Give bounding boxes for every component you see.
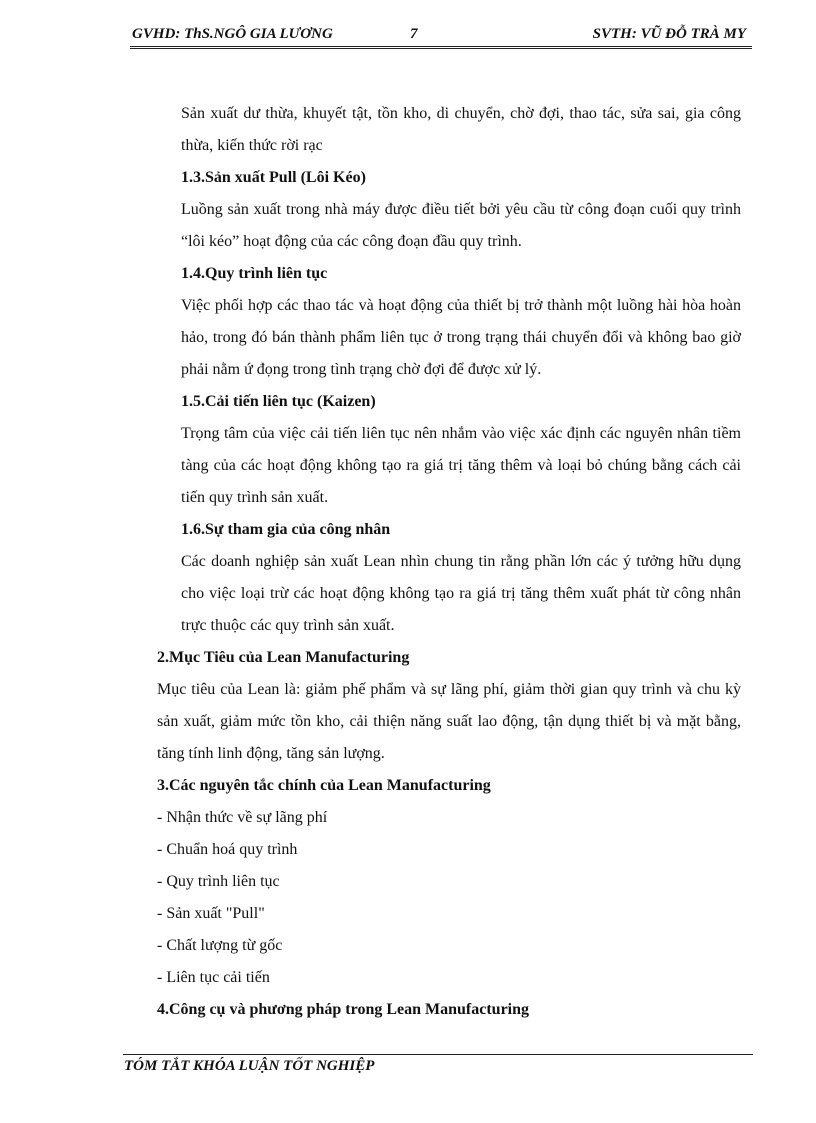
list-item: - Liên tục cải tiến	[157, 969, 270, 986]
header-student: SVTH: VŨ ĐỖ TRÀ MY	[592, 26, 746, 42]
paragraph-1-5: Trọng tâm của việc cải tiến liên tục nên nhắm vào việc xác định các nguyên nhân tiềm tàng của các hoạt động không tạo ra giá trị tăng thêm và loại bỏ chúng bằng cách cải tiến quy trình sản xuất.	[181, 425, 741, 506]
heading-3: 3.Các nguyên tắc chính của Lean Manufacturing	[157, 777, 491, 794]
heading-4: 4.Công cụ và phương pháp trong Lean Manufacturing	[157, 1001, 530, 1018]
intro-paragraph: Sản xuất dư thừa, khuyết tật, tồn kho, di chuyển, chờ đợi, thao tác, sửa sai, gia công thừa, kiến thức rời rạc	[181, 105, 741, 154]
list-item: - Nhận thức về sự lãng phí	[157, 809, 328, 826]
page-number: 7	[410, 26, 418, 42]
page-content	[157, 98, 741, 1026]
list-item: - Chuẩn hoá quy trình	[157, 841, 298, 858]
paragraph-1-3: Luồng sản xuất trong nhà máy được điều tiết bởi yêu cầu từ công đoạn cuối quy trình “lôi kéo” hoạt động của các công đoạn đầu quy trình.	[181, 201, 741, 250]
heading-2: 2.Mục Tiêu của Lean Manufacturing	[157, 649, 410, 666]
header-rule	[130, 46, 752, 47]
list-item: - Chất lượng từ gốc	[157, 937, 283, 954]
heading-1-6: 1.6.Sự tham gia của công nhân	[181, 521, 391, 538]
paragraph-1-6: Các doanh nghiệp sản xuất Lean nhìn chung tin rằng phần lớn các ý tưởng hữu dụng cho việc loại trừ các hoạt động không tạo ra giá trị tăng thêm xuất phát từ công nhân trực thuộc các quy trình sản xuất.	[181, 553, 741, 634]
heading-1-3: 1.3.Sản xuất Pull (Lôi Kéo)	[181, 169, 366, 186]
header-advisor: GVHD: ThS.NGÔ GIA LƯƠNG	[132, 26, 333, 42]
header-rule-double	[130, 48, 752, 49]
heading-1-4: 1.4.Quy trình liên tục	[181, 265, 328, 282]
page-header	[130, 26, 750, 46]
page-footer: TÓM TẮT KHÓA LUẬN TỐT NGHIỆP	[124, 1058, 375, 1074]
paragraph-1-4: Việc phối hợp các thao tác và hoạt động của thiết bị trở thành một luồng hài hòa hoàn hảo, trong đó bán thành phẩm liên tục ở trong trạng thái chuyển đổi và không bao giờ phải nằm ứ đọng trong tình trạng chờ đợi để được xử lý.	[181, 297, 741, 378]
list-item: - Quy trình liên tục	[157, 873, 280, 890]
paragraph-2: Mục tiêu của Lean là: giảm phế phẩm và sự lãng phí, giảm thời gian quy trình và chu kỳ sản xuất, giảm mức tồn kho, cải thiện năng suất lao động, tận dụng thiết bị và mặt bằng, tăng tính linh động, tăng sản lượng.	[157, 681, 741, 762]
heading-1-5: 1.5.Cải tiến liên tục (Kaizen)	[181, 393, 376, 410]
list-item: - Sản xuất "Pull"	[157, 905, 265, 922]
footer-rule	[123, 1054, 753, 1055]
